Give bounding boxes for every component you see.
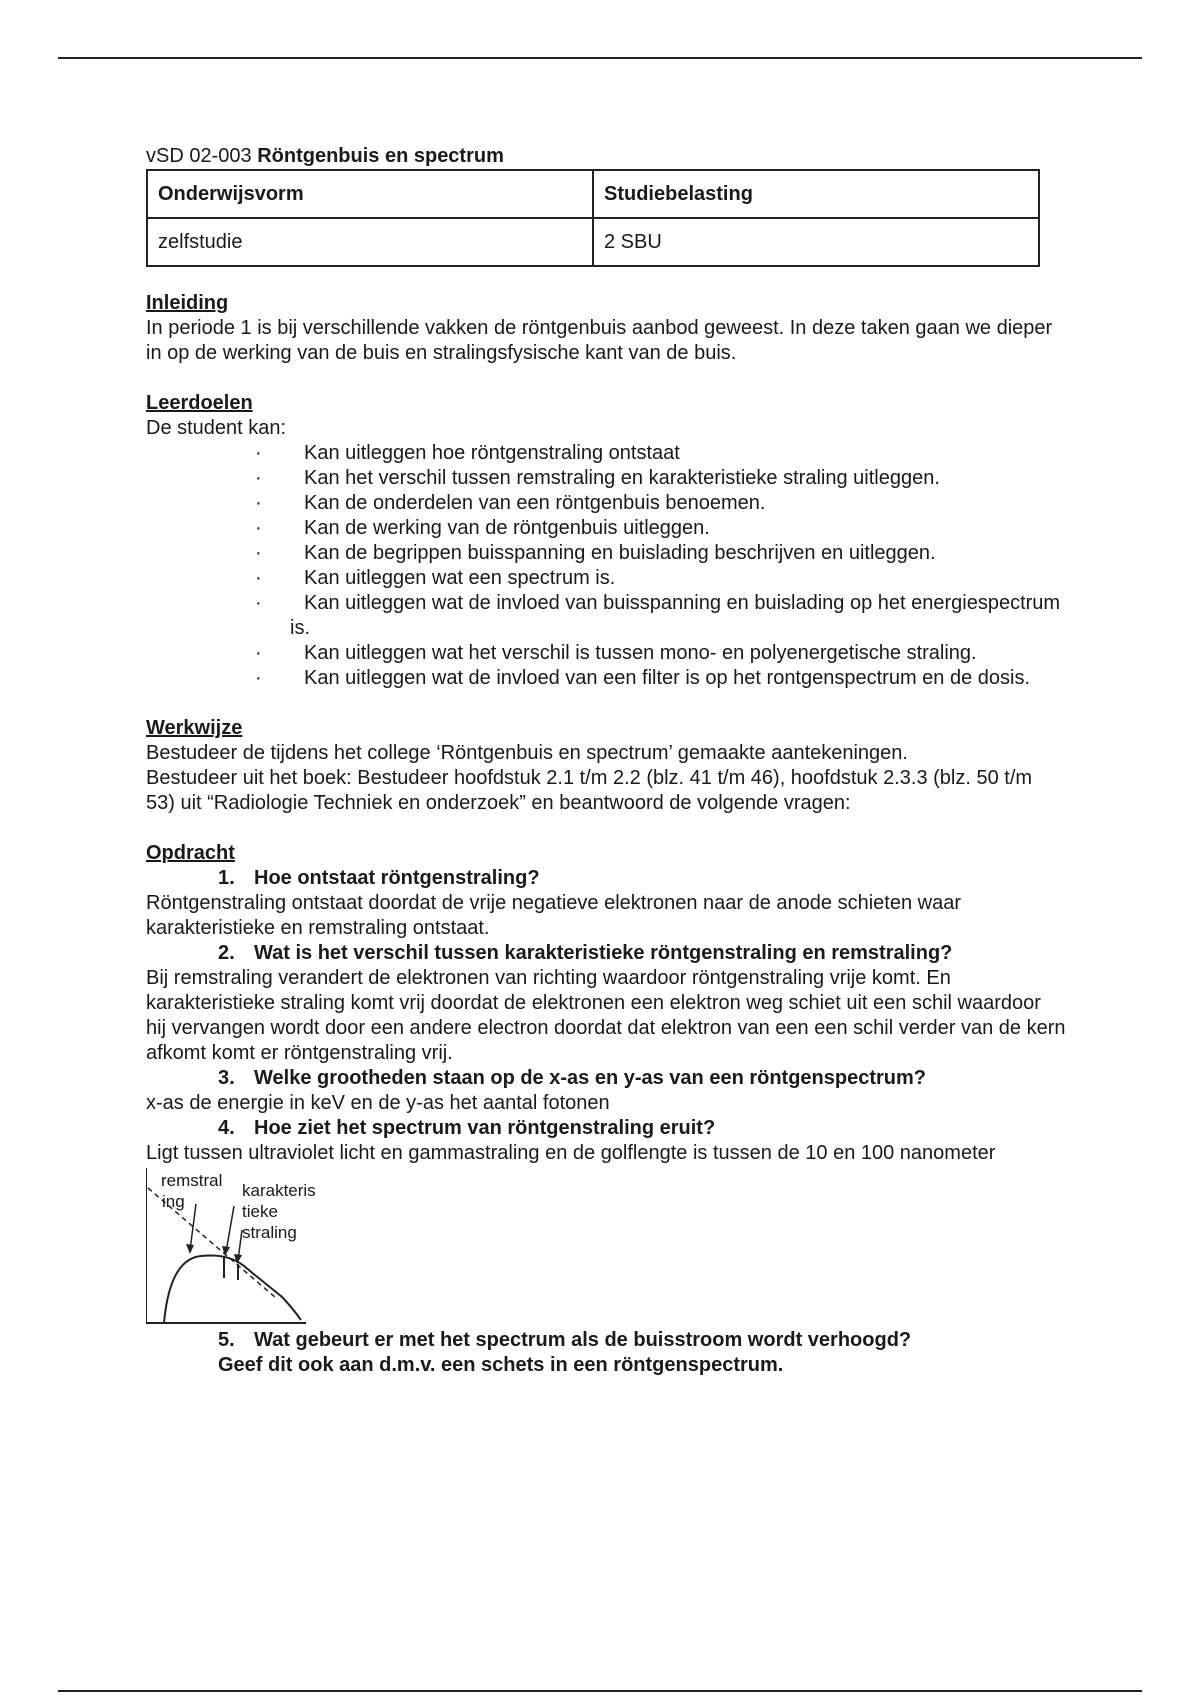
sketch-label-karakteristiek: tieke <box>242 1202 278 1221</box>
question-2: 2. Wat is het verschil tussen karakteristieke röntgenstraling en remstraling? <box>218 942 953 964</box>
bullet-icon: · <box>255 542 262 564</box>
list-item: · Kan uitleggen wat de invloed van buisspanning en buislading op het energiespectrum is. <box>255 592 1061 639</box>
document-code: vSD 02-003 <box>146 145 252 167</box>
info-table <box>146 169 1040 267</box>
section-werkwijze <box>146 716 1066 816</box>
table-header-cell: Onderwijsvorm <box>147 170 593 218</box>
section-inleiding <box>146 291 1066 366</box>
remstraling-arrow <box>190 1204 196 1250</box>
question-4: 4. Hoe ziet het spectrum van röntgenstraling eruit? <box>218 1117 716 1139</box>
sketch-label-karakteristiek: karakteris <box>242 1181 316 1200</box>
sketch-label-karakteristiek: straling <box>242 1223 297 1242</box>
learning-goals-list <box>146 441 1066 691</box>
answer-2: Bij remstraling verandert de elektronen van richting waardoor röntgenstraling vrije komt. En karakteristieke straling komt vrij doordat de elektronen een elektron weg schiet uit een schil waardoor hij vervangen wordt door een andere electron doordat dat elektron van een een schil verder van de kern afkomt komt er röntgenstraling vrij. <box>146 967 1066 1064</box>
spectrum-sketch <box>146 1168 346 1328</box>
document-page <box>146 144 1066 1378</box>
question-5: 5. Wat gebeurt er met het spectrum als de buisstroom wordt verhoogd? <box>218 1329 912 1351</box>
answer-3: x-as de energie in keV en de y-as het aantal fotonen <box>146 1092 610 1114</box>
document-heading: Röntgenbuis en spectrum <box>257 145 504 167</box>
table-row <box>147 218 1039 266</box>
answer-1: Röntgenstraling ontstaat doordat de vrije negatieve elektronen naar de anode schieten waar karakteristieke en remstraling ontstaat. <box>146 892 961 939</box>
list-item: · Kan het verschil tussen remstraling en karakteristieke straling uitleggen. <box>255 467 940 489</box>
intro-text: De student kan: <box>146 417 287 439</box>
list-item: · Kan de werking van de röntgenbuis uitleggen. <box>255 517 710 539</box>
table-cell: zelfstudie <box>147 218 593 266</box>
question-3: 3. Welke grootheden staan op de x-as en y-as van een röntgenspectrum? <box>218 1067 927 1089</box>
list-item: · Kan de onderdelen van een röntgenbuis benoemen. <box>255 492 766 514</box>
bullet-icon: · <box>255 442 262 464</box>
question-5-line-2: Geef dit ook aan d.m.v. een schets in een röntgenspectrum. <box>218 1354 784 1376</box>
section-heading: Leerdoelen <box>146 392 253 414</box>
table-header-row <box>147 170 1039 218</box>
sketch-label-remstraling: ing <box>162 1192 185 1211</box>
list-item: · Kan de begrippen buisspanning en buislading beschrijven en uitleggen. <box>255 542 936 564</box>
paragraph: Bestudeer de tijdens het college ‘Röntgenbuis en spectrum’ gemaakte aantekeningen. <box>146 742 908 764</box>
list-item: · Kan uitleggen wat de invloed van een filter is op het rontgenspectrum en de dosis. <box>255 667 1031 689</box>
paragraph: Bestudeer uit het boek: Bestudeer hoofdstuk 2.1 t/m 2.2 (blz. 41 t/m 46), hoofdstuk 2.3.3 (blz. 50 t/m 53) uit “Radiologie Techniek en onderzoek” en beantwoord de volgende vragen: <box>146 767 1033 814</box>
section-heading: Werkwijze <box>146 717 243 739</box>
list-item: · Kan uitleggen wat het verschil is tussen mono- en polyenergetische straling. <box>255 642 977 664</box>
bottom-rule <box>58 1690 1142 1692</box>
paragraph: In periode 1 is bij verschillende vakken de röntgenbuis aanbod geweest. In deze taken gaan we dieper in op de werking van de buis en stralingsfysische kant van de buis. <box>146 317 1053 364</box>
top-rule <box>58 57 1142 59</box>
bullet-icon: · <box>255 642 262 664</box>
document-title <box>146 144 1066 169</box>
answer-4: Ligt tussen ultraviolet licht en gammastraling en de golflengte is tussen de 10 en 100 nanometer <box>146 1142 996 1164</box>
section-heading: Inleiding <box>146 292 229 314</box>
karakteristiek-arrow-1 <box>226 1206 234 1252</box>
spectrum-curve <box>164 1255 301 1323</box>
sketch-label-remstraling: remstral <box>161 1171 223 1190</box>
question-1: 1. Hoe ontstaat röntgenstraling? <box>218 867 540 889</box>
remstraling-arrowhead <box>186 1244 194 1254</box>
section-opdracht <box>146 841 1066 1378</box>
table-cell: 2 SBU <box>593 218 1039 266</box>
bullet-icon: · <box>255 517 262 539</box>
bullet-icon: · <box>255 567 262 589</box>
section-leerdoelen <box>146 391 1066 691</box>
list-item: · Kan uitleggen wat een spectrum is. <box>255 567 616 589</box>
bullet-icon: · <box>255 667 262 689</box>
bullet-icon: · <box>255 592 262 614</box>
list-item: · Kan uitleggen hoe röntgenstraling ontstaat <box>255 442 680 464</box>
bullet-icon: · <box>255 467 262 489</box>
section-heading: Opdracht <box>146 842 235 864</box>
table-header-cell: Studiebelasting <box>593 170 1039 218</box>
bullet-icon: · <box>255 492 262 514</box>
